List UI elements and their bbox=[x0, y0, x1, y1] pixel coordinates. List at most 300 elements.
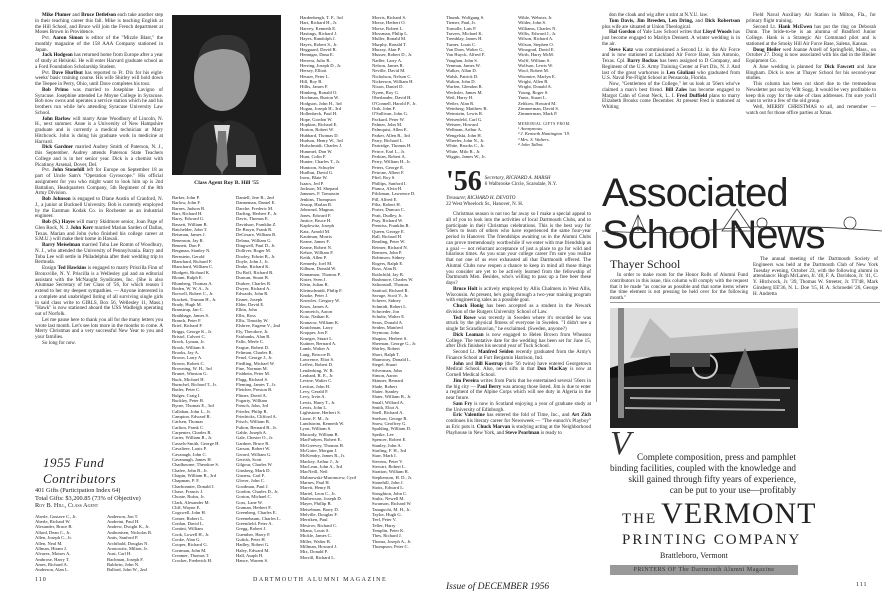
contributor-name: Schmidt, Robert L. bbox=[372, 303, 408, 309]
contributor-name: Meiselman, Barry D. bbox=[300, 506, 339, 512]
woodcut-illustration bbox=[610, 308, 798, 428]
text-run: is now at Cornell Medical School. bbox=[446, 366, 591, 378]
company-name-line1 bbox=[622, 498, 817, 530]
text-run: A June wedding is planned for bbox=[753, 63, 825, 70]
contributor-name: Dooley, Edwin B., Jr. bbox=[236, 253, 276, 259]
contributor-name: Ellis, Ross bbox=[236, 312, 256, 318]
contributor-name: Greenfield, Peter A. bbox=[236, 520, 273, 526]
issue-line: Issue of DECEMBER 1956 bbox=[446, 582, 550, 592]
contributor-name: Flagg, Richard S. bbox=[236, 376, 269, 382]
contributor-name: Gardner, Bruce R. bbox=[236, 440, 270, 446]
contributor-name: O'Connell, Harold P., Jr. bbox=[372, 100, 417, 106]
text-run: is now in Scotland enjoying a year of graduate study at the University of Edinburgh. bbox=[446, 400, 591, 413]
page-number-left: 110 bbox=[35, 577, 47, 583]
contributor-name: Contini, William bbox=[172, 526, 203, 532]
contributor-name: Gale, Chester O., Jr. bbox=[236, 435, 274, 441]
contributor-name: Bernstein, Gerald bbox=[172, 253, 205, 259]
contributor-name: Stratton, William R. bbox=[372, 469, 409, 475]
contributor-name: Morris, Richard S. bbox=[372, 15, 407, 20]
person-name: Bob Primo bbox=[42, 86, 69, 93]
contributor-name: Nixon, Daniel D. bbox=[372, 84, 404, 90]
contributor-name: Goss, Lane W. bbox=[236, 499, 263, 505]
contributor-name: Brock, Lyman, Jr. bbox=[172, 339, 205, 345]
contributor-name: Brady, Hugh M. bbox=[172, 301, 202, 307]
contributor-name: Davis, Thomas E. bbox=[236, 216, 269, 222]
contributor-name: Orth, John F. bbox=[372, 105, 396, 111]
contributor-name: Reimer, Richard N. bbox=[372, 244, 408, 250]
contributor-name: Barnes, Judson B. bbox=[172, 205, 206, 211]
person-name: Ted Rowe bbox=[453, 314, 476, 321]
names-list-a bbox=[35, 514, 97, 573]
contributor-name: Campion, Edward R. bbox=[172, 414, 211, 420]
memorial-list bbox=[518, 126, 590, 147]
memorial-heading: MEMORIAL GIFTS FROM: bbox=[518, 122, 571, 126]
text-run: of Yale Law School writes that bbox=[635, 29, 703, 36]
contributor-name: Jenkins, Thompson bbox=[300, 196, 336, 202]
contributor-name: Blumberg, Thomas A. bbox=[172, 280, 213, 286]
class-notes-column-1 bbox=[35, 13, 163, 347]
contributor-name: Hill, Roy B. bbox=[300, 79, 323, 85]
text-run: wed Joanne Axtell of Springfield, Mass., on October 27. Doug is now associated with his dad in the Bleiler Equipment Co. bbox=[746, 46, 877, 64]
contributor-name: Levy, Gerald F. bbox=[300, 389, 329, 395]
contributor-name: Aust, Carl H. bbox=[107, 551, 132, 557]
contributor-name: Tremblay, James H. bbox=[446, 36, 483, 42]
contributor-name: Chapin, William B., 3rd bbox=[172, 472, 217, 478]
text-run: plus wife are situated at Union Theological. bbox=[602, 23, 692, 30]
contributor-name: Nickerson, William H. bbox=[372, 79, 414, 85]
contributor-name: Archibald, Douglas N. bbox=[107, 540, 149, 546]
contributor-name: Gregg, Robert J. bbox=[236, 526, 267, 532]
contributor-name: Clark, Alexander M. bbox=[172, 499, 210, 505]
contributor-name: Krueger, Stuart L. bbox=[300, 335, 334, 341]
contributor-name: Hart, Richard H., Jr. bbox=[300, 20, 338, 26]
contributor-name: Parker, Allen B., 3rd bbox=[372, 132, 410, 138]
contributor-name: Remsen, John P. bbox=[372, 250, 403, 256]
contributor-name: Hollenbeck, Paul H. bbox=[300, 111, 338, 117]
contributor-name: McGreevey, Thomas H. bbox=[300, 442, 345, 448]
contributor-name: Marett, Henry B. bbox=[300, 485, 332, 491]
person-name: John bbox=[453, 360, 464, 367]
contributor-name: Hance, Warren S. bbox=[236, 558, 269, 564]
contributor-name: Scherer, Sidney bbox=[372, 298, 401, 304]
contributor-name: Rothchild, Jay B. bbox=[372, 271, 404, 277]
text-run: Well, MERRY CHRISTMAS to all, and remember — watch out for those office parties at Xmas. bbox=[746, 104, 876, 116]
contributor-name: Cook, Lowell H., Jr. bbox=[172, 531, 210, 537]
contributor-name: Durkee, Charles R. bbox=[236, 280, 272, 286]
contributor-name: Seiden, Manfred bbox=[372, 324, 403, 330]
paragraph bbox=[746, 105, 876, 117]
contributor-name: Fine, Norman M. bbox=[236, 366, 268, 371]
contributor-name: Wheeler, John N., Jr. bbox=[446, 137, 485, 143]
contributor-name: Hubbard, Thomas D. bbox=[300, 132, 339, 138]
contributor-name: Morse, Robert L. bbox=[372, 25, 404, 31]
contributor-name: Pianca, Alvin H. bbox=[372, 186, 403, 191]
contributor-name: Blanchard, Richard F. bbox=[172, 259, 213, 265]
contributor-name: Rushmore, Charles W. bbox=[372, 276, 414, 282]
contributor-name: Pilchman, Lawrence D. bbox=[372, 191, 416, 197]
vermont-printing-ad bbox=[610, 302, 880, 596]
paragraph bbox=[446, 379, 591, 402]
contributor-name: Horton, Robert W. bbox=[300, 127, 334, 133]
contributor-name: Kaplowitz, Joseph bbox=[300, 223, 334, 229]
contributor-name: Mathewson, Joseph D. bbox=[300, 495, 342, 501]
paragraph bbox=[446, 362, 591, 379]
contributor-name: Seymour, John bbox=[372, 330, 400, 336]
contributor-name: Weil, Harry H. bbox=[446, 95, 474, 101]
contributor-name: Du Boff, Richard B. bbox=[236, 269, 274, 275]
contributor-name: Hastings, Richard J. bbox=[300, 31, 338, 37]
contributor-name: Merriken, Paul bbox=[300, 517, 328, 523]
fund-total-line: Total Gifts: $3,200.85 (73% of Objective) bbox=[35, 494, 141, 502]
contributor-name: Frieder, Philip R. bbox=[236, 408, 268, 414]
contributor-name: Fletcher, Preston B. bbox=[236, 387, 273, 393]
contributor-name: Parry, Richard L. bbox=[372, 137, 404, 143]
associated-school-news-banner: Associated School News bbox=[602, 171, 825, 257]
fund-agent-line: Roy B. Hill, Class Agent bbox=[35, 502, 99, 510]
contributor-name: Allen, Joseph C., Jr. bbox=[35, 535, 72, 541]
contributor-name: Greenebaum, Charles L. bbox=[236, 515, 281, 521]
contributor-name: Cassels-Smith, George H. bbox=[172, 440, 220, 446]
ad-line: skill gained through fifty years of experience, bbox=[628, 474, 796, 484]
contributor-name: Darling, Herbert F., Jr. bbox=[236, 211, 278, 217]
paragraph bbox=[602, 30, 740, 47]
text-run: is engaged to marry Priscilla Finn of Bronxville, N. Y. Priscilla is a Wellesley gal and an editorial assistant with the McNaught Syndicates, Inc. (She is also Alumnae Secretary of her Class of '56, for which reason I extend to her my deepest sympathies. — Anyone interested in a complete and unabridged listing of all surviving single girls in said class write to GIRLS, Box 56, Wellesley 11, Mass.) "Hawk" is now stationed aboard the USS Wadleigh operating out of Norfolk. bbox=[35, 265, 163, 317]
text-run: who graduated from U.S. Naval Pre-Flight School at Pensacola, Florida. bbox=[602, 69, 740, 82]
contributor-name: Cooke, Alan G. bbox=[172, 537, 201, 542]
text-run: is now engaged to Helen Brown from Wheaton College. The tentative date for the wedding has been set for June 15, after Dick finishes his second year of Tuck School. bbox=[446, 331, 592, 350]
contributor-name: Cavanagh, John C. bbox=[172, 451, 207, 457]
contributor-name: Buckley, Peter B. bbox=[172, 398, 205, 404]
contributor-name: Gable, Joseph A. bbox=[236, 430, 268, 436]
contributor-name: Teel, Peter V. bbox=[372, 517, 397, 523]
contributor-name: Wilson, Richard A. bbox=[518, 36, 554, 42]
person-name: Dick Robertson bbox=[704, 17, 740, 24]
contributor-name: Kilburn, Donald W. bbox=[300, 266, 337, 272]
paragraph bbox=[446, 413, 591, 436]
contributor-name: Bachman, Joseph F. bbox=[107, 556, 144, 562]
contributor-name: Bennett, Don F. bbox=[172, 243, 201, 249]
company-location: Brattleboro, Vermont bbox=[660, 551, 728, 560]
contributor-name: Hufschmidt, Charles J. bbox=[300, 143, 343, 149]
contributor-name: Morrill, Richard L. bbox=[300, 554, 336, 560]
contributor-name: Kennedy, Joel M. bbox=[300, 260, 333, 266]
contributor-name: Millman, Howard J. bbox=[300, 544, 338, 550]
contributor-name: Hudson, Henry W., 3rd bbox=[300, 137, 343, 143]
contributor-name: Guenther, Harry F. bbox=[236, 531, 271, 537]
text-run: has just become engaged to Marilyn Dennett. A winter wedding is in the air. bbox=[602, 29, 740, 47]
contributor-name: Lang, Briscoe B. bbox=[300, 351, 332, 357]
printers-strip: PRINTERS OF The Dartmouth Alumni Magazine bbox=[610, 565, 798, 575]
paragraph bbox=[35, 71, 163, 88]
contributor-name: Shirley, Robert bbox=[372, 346, 400, 352]
contributor-name: Pfiel, Roy S. bbox=[372, 175, 396, 181]
contributor-name: Pratt, Dudley, Jr. bbox=[372, 212, 403, 218]
contributor-name: Melville, Douglas F. bbox=[300, 511, 338, 517]
text-run: has reported to Ft. Dix for his eight-weeks' basic training course. His wife Shirley will hold down the Teepee in Perry, Ohio, until Dave completes his tour. bbox=[35, 69, 164, 87]
person-name: Dave Hurlbut bbox=[52, 69, 83, 76]
treasurer-line: Treasurer, RICHARD H. DEVOTO bbox=[446, 196, 516, 201]
contributor-name: Ely, Theodore, Jr. bbox=[236, 328, 269, 334]
contributor-name: Wiggin, James W., Jr. bbox=[446, 153, 486, 159]
text-run: has been accepted as a student in the Newark division of the Rutgers University School of Law. bbox=[446, 303, 591, 315]
class-agent-photo bbox=[172, 15, 281, 175]
person-name: Aaron Simon bbox=[52, 35, 83, 41]
contributor-name: Anthonisen, Nicholas R. bbox=[107, 529, 153, 535]
contributor-name: Fenzl, George J., Jr. bbox=[236, 355, 273, 361]
text-run: married Toba Lee Romm of Woodbury, N. J., who attended the University of Pennsylvania. Barry and Toba Lee will settle in Philadelphia after their wedding trip to Bermuda. bbox=[35, 242, 163, 266]
contributor-name: Hummel, Don W. bbox=[300, 148, 333, 154]
contributor-name: Tanaguchi, M. H., Jr. bbox=[372, 506, 411, 512]
contributor-name: Hunt, Colin F. bbox=[300, 153, 327, 159]
contributor-name: Conlan, David L. bbox=[172, 520, 204, 526]
contributor-name: Andreini, Paul H. bbox=[107, 519, 140, 525]
contributor-name: McKendry, James R., Jr. bbox=[300, 453, 345, 459]
person-name: Chuck Honig bbox=[453, 303, 484, 309]
text-run: Let me pause here to thank you all for the many letters you wrote last month. Let's see lots more in the months to come. A Merry Christmas and a very successful New Year to you and your families. bbox=[35, 316, 163, 340]
contributor-name: Snow, Geoffrey G. bbox=[372, 421, 407, 427]
thayer-school-heading: Thayer School bbox=[610, 257, 681, 271]
contributor-name: Kehoe, William F. bbox=[300, 250, 334, 256]
person-name: Art Zich bbox=[571, 412, 591, 419]
contributor-name: Lewis, John L. bbox=[300, 405, 328, 411]
contributor-name: Graman, Herbert F. bbox=[236, 504, 272, 510]
contributor-name: Walton, John D. bbox=[446, 79, 476, 85]
contributor-name: Byrne, Thomas E., 3rd bbox=[172, 403, 214, 409]
contributor-name: Mossman, Philip L. bbox=[372, 31, 409, 37]
contributor-name: Wilder, John S. bbox=[518, 20, 547, 26]
contributor-name: Zimmerman, Mark P. bbox=[518, 111, 558, 117]
contributor-name: Keith, Allen P. bbox=[300, 255, 327, 261]
contributor-name: Blodgett, Richard K. bbox=[172, 269, 211, 275]
contributor-name: Speike, Lee bbox=[372, 431, 394, 437]
paragraph bbox=[35, 53, 163, 70]
contributor-name: Lundstrom, Kenneth W. bbox=[300, 421, 345, 427]
contributor-name: Van Huyck, Alfred F. bbox=[446, 52, 486, 58]
contributor-name: Kranzow, William K. bbox=[300, 319, 340, 325]
names-list-e bbox=[300, 15, 370, 560]
paragraph bbox=[446, 287, 591, 304]
contributor-name: Skinner, Bernard bbox=[372, 378, 404, 384]
text-run: was among those listed. Jim is due to enter a regiment of the Alpine Corps which will see duty in Algeria in the near future. bbox=[446, 383, 591, 401]
memorial-gifts bbox=[518, 122, 590, 147]
contributor-name: Peters, George E. bbox=[372, 164, 405, 170]
contributor-name: Barker, John P. bbox=[172, 195, 200, 200]
contributor-name: Nelson, James R. bbox=[372, 63, 404, 69]
person-name: Don MacKay bbox=[537, 366, 568, 373]
contributor-name: Crocker, Frederick H. bbox=[172, 558, 213, 564]
contributor-name: Glover, John C. bbox=[236, 478, 265, 484]
paragraph bbox=[746, 48, 876, 65]
portrait-image bbox=[172, 15, 281, 175]
paragraph bbox=[35, 341, 163, 347]
contributor-name: Haley, Edward M. bbox=[236, 547, 270, 553]
right-page bbox=[448, 0, 896, 600]
contributor-name: Snelson, George R. bbox=[372, 415, 408, 421]
contributor-name: Muller, Ronald M. bbox=[372, 36, 407, 42]
contributor-name: Hogan, Joseph H., 3rd bbox=[300, 105, 342, 111]
paragraph bbox=[35, 117, 163, 146]
contributor-name: Starr, Mark I. bbox=[372, 453, 397, 459]
contributor-name: Teller, Harry bbox=[372, 522, 396, 528]
paragraph bbox=[35, 318, 163, 341]
text-run: Second Lt. bbox=[453, 349, 478, 355]
contributor-name: Comer, Robert L. bbox=[172, 515, 205, 521]
text-run: plans to marry Elizabeth Brooks come December. At present Fred is stationed at Whiting bbox=[602, 92, 740, 110]
contributor-name: MacFadyen, Robert E. bbox=[300, 437, 342, 443]
contributor-name: Fargue, Robert D. bbox=[236, 344, 270, 350]
person-name: Hal Gordon bbox=[609, 29, 636, 36]
text-run: is editor of the "Mizzle Blast," the monthly magazine of the 158 AAA Company stationed in Japan. bbox=[35, 35, 163, 53]
contributor-name: Stonehill, John J. bbox=[372, 479, 404, 485]
paragraph bbox=[35, 168, 163, 197]
contributor-name: Heuser, Peter L. bbox=[300, 73, 330, 79]
fund-title: 1955 Fund Contributors bbox=[43, 455, 117, 486]
paragraph bbox=[35, 243, 163, 266]
contributor-name: Hochman, Burton W. bbox=[300, 95, 340, 101]
contributor-name: Hodgson, John H., 3rd bbox=[300, 100, 342, 106]
contributor-name: Rall, Richard H. bbox=[372, 234, 403, 240]
text-run: will marry Anne Woodbury of Lincoln, N. H., next summer. Anne is a University of New Hampshire graduate and is currently a medical technician at Mary Hitchcock. John is doing his graduate work in medicine at Harvard. bbox=[35, 115, 163, 145]
contributor-name: Johnsrud, Magnus bbox=[300, 207, 334, 213]
contributor-name: Morse, Herbert O. bbox=[372, 20, 406, 26]
contributor-name: Hayes, Randolph J. bbox=[300, 36, 336, 42]
contributor-name: Van Dorn, Walter G. bbox=[446, 47, 484, 53]
contributor-name: Swanson, Richard W. bbox=[372, 501, 412, 507]
contributor-name: Queen, George E. bbox=[372, 228, 405, 234]
ad-line: Complete composition, press and pamphlet bbox=[637, 452, 796, 462]
contributor-name: Vaughan, John S. bbox=[446, 57, 478, 63]
person-name: Len Giuliani bbox=[666, 69, 695, 76]
contributor-name: Gilgour, Charles W. bbox=[236, 462, 273, 468]
contributor-name: Gordon, Charles D., Jr. bbox=[236, 488, 279, 494]
contributor-name: Goodman, Paul J. bbox=[236, 483, 269, 489]
treasurer-address: 22 West Wheelock St., Hanover, N. H. bbox=[446, 202, 524, 207]
contributor-name: Rogers, Ralph E. bbox=[372, 260, 404, 266]
contributor-name: Pill, Alfred E. bbox=[372, 196, 398, 202]
contributor-name: Barr, Richard H. bbox=[172, 211, 203, 217]
contributor-name: Wechsler, James M. bbox=[446, 89, 483, 95]
class-notes-column-3 bbox=[602, 13, 740, 111]
person-name: Steve Pearlman bbox=[505, 429, 540, 436]
contributor-name: Brackett, Truman H., Jr. bbox=[172, 296, 217, 302]
contributor-name: Cavaliere, Louis P. bbox=[172, 446, 207, 452]
text-run: Ensign bbox=[42, 265, 58, 271]
contributor-name: Stotts, Edward L. bbox=[372, 485, 405, 491]
contributor-name: Travers, Michael K. bbox=[446, 31, 483, 37]
contributor-name: Perkins, Robert A. bbox=[372, 153, 406, 159]
text-run: and bbox=[463, 360, 476, 367]
text-run: was recently in Sweden where it's recorded he was struck by the physical fitness of everyone in Sweden. "I didn't see a single fat Scandinavian," he exclaimed. (Sweden, anyone?) bbox=[446, 314, 591, 332]
text-run: will marry Skidmore senior, Joan Page of Glen Rock, N. J. bbox=[35, 219, 164, 231]
contributor-name: Miller, Walter B. bbox=[300, 538, 332, 544]
contributor-name: Reading, Peter W. bbox=[372, 239, 406, 245]
contributor-name: Robinson, Sidney bbox=[372, 255, 405, 261]
contributor-name: Benenson, Jay R. bbox=[172, 237, 204, 243]
contributor-name: Packard, Peter W. bbox=[372, 116, 405, 122]
contributor-name: Ames, Richard A. bbox=[35, 561, 68, 567]
person-name: Ted Hawkins bbox=[57, 265, 87, 271]
contributor-name: Garson, Robert W. bbox=[236, 446, 271, 452]
text-run: Now, "Gentlemen of the College," let us look at '56ers who've claimed a man's best friend. bbox=[602, 81, 740, 93]
contributor-name: Brown, Larry A. bbox=[172, 355, 203, 361]
paragraph bbox=[746, 65, 876, 82]
contributor-name: Young, Roger S. bbox=[518, 89, 549, 95]
vertical-rule bbox=[596, 232, 597, 402]
contributor-name: Charbonnier, Donald J. bbox=[172, 483, 215, 489]
text-run: (the '56 twins) have entered Georgetown Medical School. Also, news sifts in that bbox=[446, 360, 592, 373]
contributor-name: Browning, W. H., 3rd bbox=[172, 366, 212, 371]
contributor-name: Mix, Donald P. bbox=[300, 549, 328, 555]
contributor-name: Hersey, Elliott bbox=[300, 68, 327, 74]
contributor-name: Creamer, Thomas T. bbox=[172, 553, 210, 559]
contributor-name: Carlsen, Thomas bbox=[172, 419, 204, 425]
contributor-name: Kornreich, Aaron bbox=[300, 308, 333, 314]
contributor-name: Lawrence, Eliot S. bbox=[300, 357, 335, 362]
text-run: has been assigned to D Company, and Regiment of the U.S. Army Training Center at Fort Dix, N. J. And last of the great warhorses is bbox=[602, 58, 741, 76]
contributor-name: Perry, William H., Jr. bbox=[372, 159, 411, 165]
person-name: John Barlow bbox=[42, 115, 71, 122]
text-run: was married to Josephine Lavigno of Syracuse. Josephine attended Le Moyne College in Syracuse. Bob now owns and operates a service station which he and his brothers run while he's attending Syracuse University Law School. bbox=[35, 86, 163, 116]
contributor-name: Brook, William S. bbox=[172, 344, 206, 350]
contributor-name: Doyle, John J., Jr. bbox=[236, 259, 269, 265]
contributor-name: Brief, Richard F. bbox=[172, 323, 203, 329]
page-number-right: 111 bbox=[856, 582, 868, 588]
contributor-name: Sears, Donald A. bbox=[372, 319, 404, 325]
contributor-name: Nyren, Roy G. bbox=[372, 89, 400, 95]
contributor-name: Fallo, Merle C. bbox=[236, 339, 265, 345]
contributor-name: Hayes, Robert S., Jr. bbox=[300, 41, 338, 47]
contributor-name: Wolfson, Lewis W. bbox=[518, 63, 554, 69]
contributor-name: Cavanaugh, James H. bbox=[172, 456, 212, 462]
contributor-name: Brunet, Winston G. bbox=[172, 371, 208, 377]
contributor-name: White, Milo R., Jr. bbox=[446, 148, 481, 154]
paragraph bbox=[35, 220, 163, 243]
contributor-name: Dingwell, Paul D., Jr. bbox=[236, 243, 276, 249]
person-name: Dick Gardner bbox=[42, 144, 74, 151]
contributor-name: Bulger, Craig I. bbox=[172, 392, 201, 398]
contributor-name: Wright, Allen B. bbox=[518, 79, 549, 85]
paragraph bbox=[35, 36, 163, 53]
person-name: Barry Bockus bbox=[627, 58, 658, 64]
paragraph bbox=[35, 197, 163, 220]
contributor-name: Greenberg, Charles E. bbox=[236, 510, 277, 516]
contributor-name: Kleinschmidt, Philip F. bbox=[300, 287, 343, 293]
text-run: has become engaged to Margot Cahn of Great Neck, L. I. bbox=[602, 86, 741, 99]
contributor-name: Levy, Irvin A. bbox=[300, 394, 326, 400]
text-run: has returned home from Europe after a year of study at Helsinki. He will enter Harvard graduate school as a Ford Foundation Scholarship Student. bbox=[35, 52, 163, 70]
person-name: Dick Leaman bbox=[453, 331, 484, 338]
contributor-name: Danneman, Daniel E. bbox=[236, 200, 276, 206]
paragraph bbox=[446, 333, 591, 350]
contributor-name: Wellman, Arthur A. bbox=[446, 127, 483, 133]
contributor-name: Chase, Francis J. bbox=[172, 488, 204, 494]
contributor-name: Blanchard, William C. bbox=[172, 264, 214, 270]
contributor-name: Chadbourne, Theodore S. bbox=[172, 462, 220, 468]
contributor-name: Brown, Robert C. bbox=[172, 360, 205, 366]
text-run: is actively employed by Allis Chalmers in West Allis, Wisconsin. At present, he's going through a two-year training program with engineering sales as a possible goal. bbox=[446, 285, 591, 304]
contributor-name: Lewis, Harry T., Jr. bbox=[300, 399, 336, 405]
contributor-name: Pray, Richard W. bbox=[372, 218, 404, 224]
contributor-name: Simon, Aaron bbox=[372, 373, 398, 379]
contributor-name: Murphy, Ronald T. bbox=[372, 41, 407, 47]
contributor-name: Wool, Robert M. bbox=[518, 68, 550, 74]
text-run: Pvt. bbox=[42, 167, 53, 174]
contributor-name: Weisenfeld, Carl G. bbox=[446, 116, 483, 122]
contributor-name: ¹ Anonymous. bbox=[518, 126, 544, 131]
ad-initial-v: V bbox=[610, 425, 631, 462]
contributor-name: Williams, Charles N. bbox=[518, 25, 557, 31]
contributor-name: Small, Willard A. bbox=[372, 399, 405, 405]
